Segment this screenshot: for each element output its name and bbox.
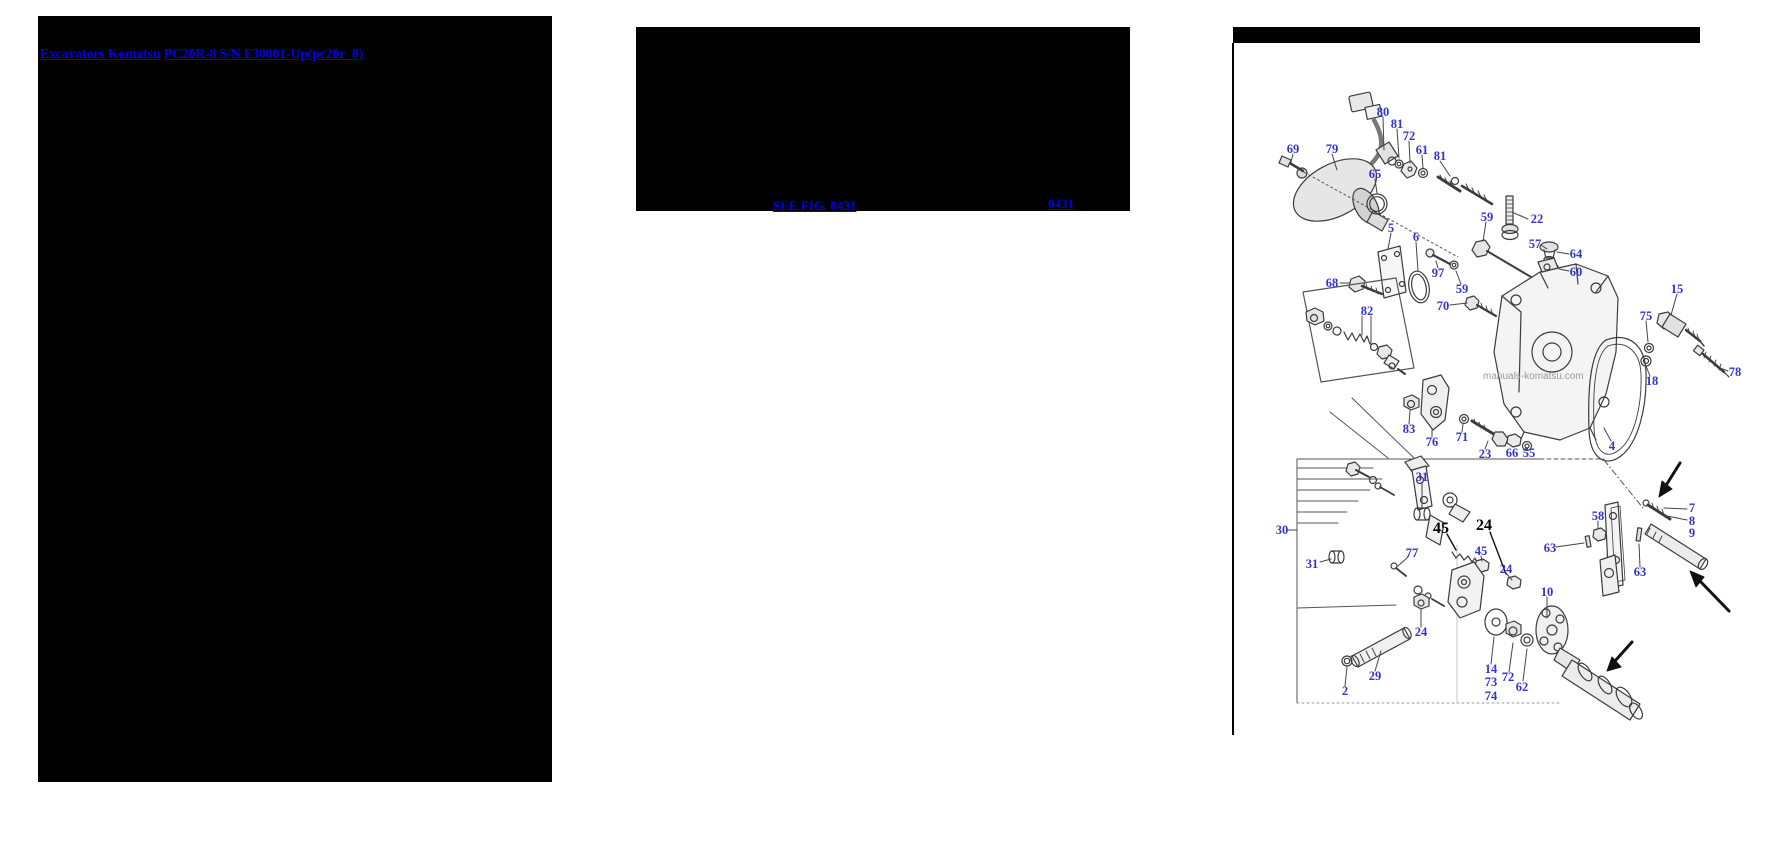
part-label-72[interactable]: 72 [1402, 128, 1416, 143]
governor-housing-drawing [1494, 258, 1618, 446]
part-label-31[interactable]: 31 [1305, 556, 1319, 571]
link-excavators-komatsu[interactable]: Excavators Komatsu [40, 46, 161, 61]
part-label-82[interactable]: 82 [1360, 303, 1374, 318]
breadcrumb [40, 46, 363, 62]
part-label-23[interactable]: 23 [1478, 446, 1492, 461]
plate-5-drawing [1378, 246, 1406, 298]
part-label-74[interactable]: 74 [1484, 688, 1498, 703]
part-label-45[interactable]: 45 [1474, 543, 1488, 558]
part-label-15[interactable]: 15 [1670, 281, 1684, 296]
part-label-5[interactable]: 5 [1387, 220, 1395, 235]
pointer-arrows [1607, 463, 1729, 671]
oring-6-drawing [1406, 269, 1432, 304]
link-fig-number[interactable]: 0431 [1048, 196, 1074, 211]
part-label-72[interactable]: 72 [1501, 669, 1515, 684]
part-label-62[interactable]: 62 [1515, 679, 1529, 694]
part-label-97[interactable]: 97 [1431, 265, 1445, 280]
part-label-9[interactable]: 9 [1688, 525, 1696, 540]
part-label-64[interactable]: 64 [1569, 246, 1583, 261]
part-label-8[interactable]: 8 [1688, 513, 1696, 528]
part-label-80[interactable]: 80 [1376, 104, 1390, 119]
parts-diagram [1180, 40, 1785, 740]
part-label-70[interactable]: 70 [1436, 298, 1450, 313]
part-label-6[interactable]: 6 [1412, 229, 1420, 244]
part-label-76[interactable]: 76 [1425, 434, 1439, 449]
part-label-69[interactable]: 69 [1286, 141, 1300, 156]
part-label-59[interactable]: 59 [1480, 209, 1494, 224]
part-label-45: 45 [1433, 520, 1449, 537]
part-label-4[interactable]: 4 [1608, 438, 1616, 453]
part-label-73[interactable]: 73 [1484, 674, 1498, 689]
part-label-59[interactable]: 59 [1455, 281, 1469, 296]
part-label-75[interactable]: 75 [1639, 308, 1653, 323]
part-label-24[interactable]: 24 [1414, 624, 1428, 639]
part-label-57[interactable]: 57 [1528, 236, 1542, 251]
middle-black-panel [636, 27, 1130, 211]
part-label-63[interactable]: 63 [1543, 540, 1557, 555]
part-label-60[interactable]: 60 [1569, 264, 1583, 279]
part-label-2[interactable]: 2 [1341, 683, 1349, 698]
part-label-55[interactable]: 55 [1522, 445, 1536, 460]
part-label-78[interactable]: 78 [1728, 364, 1742, 379]
watermark-text: manuals-komatsu.com [1483, 371, 1584, 382]
part-label-71[interactable]: 71 [1455, 429, 1469, 444]
part-label-29[interactable]: 29 [1368, 668, 1382, 683]
part-label-24[interactable]: 24 [1499, 561, 1513, 576]
part-label-65[interactable]: 65 [1368, 166, 1382, 181]
left-black-panel [38, 16, 552, 782]
part-label-61[interactable]: 61 [1415, 142, 1429, 157]
part-label-68[interactable]: 68 [1325, 275, 1339, 290]
part-label-14[interactable]: 14 [1484, 661, 1498, 676]
part-label-58[interactable]: 58 [1591, 508, 1605, 523]
part-label-10[interactable]: 10 [1540, 584, 1554, 599]
part-label-7[interactable]: 7 [1688, 500, 1696, 515]
part-label-63[interactable]: 63 [1633, 564, 1647, 579]
link-see-fig[interactable]: SEE FIG. 0431 [773, 198, 857, 213]
part-label-24: 24 [1476, 517, 1492, 534]
part-label-81[interactable]: 81 [1390, 116, 1404, 131]
part-label-31[interactable]: 31 [1415, 469, 1429, 484]
part-label-83[interactable]: 83 [1402, 421, 1416, 436]
link-model-pc20r[interactable]: PC20R-8 S/N F30001-Up(pc20r_8) [163, 46, 364, 61]
part-label-18[interactable]: 18 [1645, 373, 1659, 388]
part-label-79[interactable]: 79 [1325, 141, 1339, 156]
valve-group-drawing [1639, 308, 1729, 377]
part-label-81[interactable]: 81 [1433, 148, 1447, 163]
part-label-66[interactable]: 66 [1505, 445, 1519, 460]
part-label-22[interactable]: 22 [1530, 211, 1544, 226]
part-label-30[interactable]: 30 [1275, 522, 1289, 537]
pins-drawing [1643, 500, 1710, 571]
part-label-77[interactable]: 77 [1405, 545, 1419, 560]
flyweight-camshaft-drawing [1485, 606, 1645, 721]
